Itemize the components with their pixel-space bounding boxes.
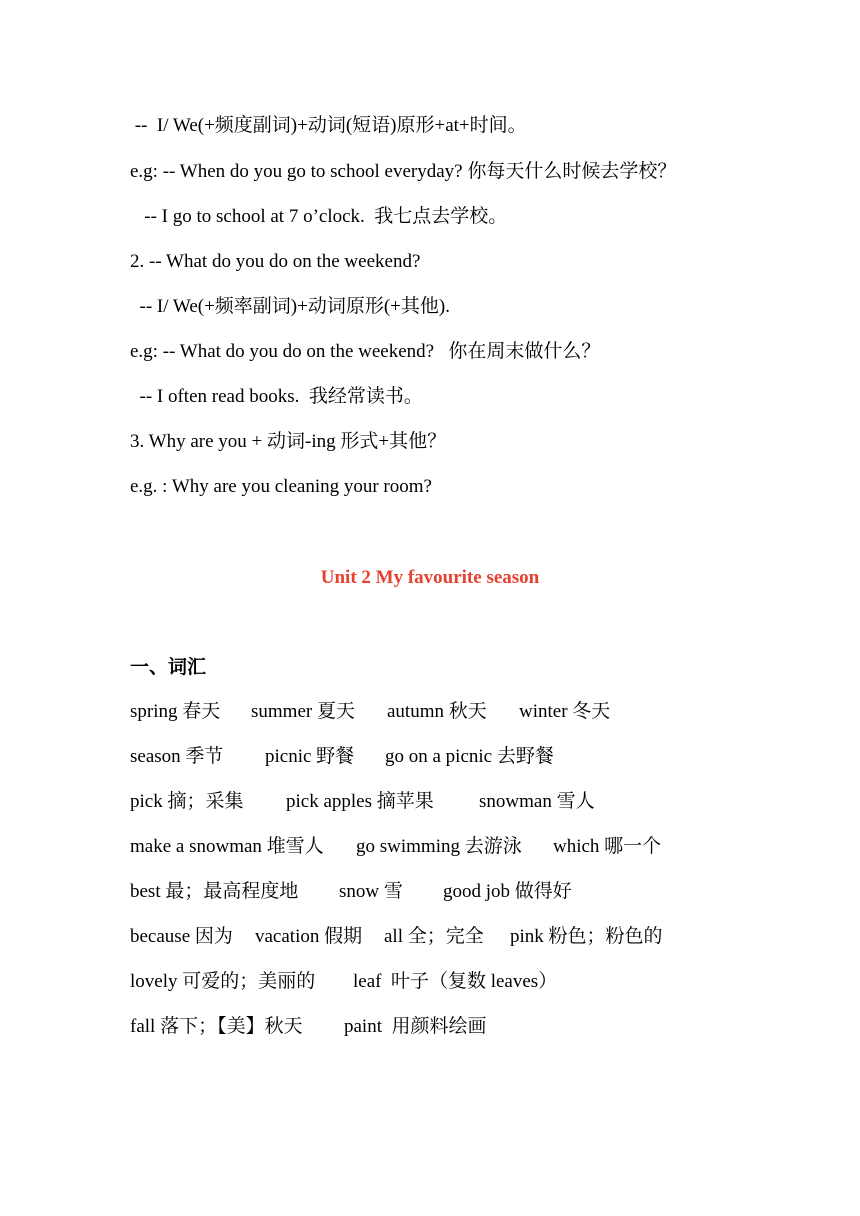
vocab-item: fall 落下；【美】秋天 xyxy=(130,1016,303,1037)
vocab-item: season 季节 xyxy=(130,746,224,767)
sentence-pattern-2-question: 2. -- What do you do on the weekend? xyxy=(130,251,421,272)
example-answer-line-2: -- I often read books. 我经常读书。 xyxy=(130,386,423,407)
vocab-item: vacation 假期 xyxy=(255,926,363,947)
sentence-pattern-3: 3. Why are you + 动词-ing 形式+其他？ xyxy=(130,431,447,452)
vocab-item: lovely 可爱的；美丽的 xyxy=(130,971,316,992)
vocab-item: summer 夏天 xyxy=(251,701,355,722)
vocab-item: pick 摘；采集 xyxy=(130,791,244,812)
vocab-item: go on a picnic 去野餐 xyxy=(385,746,554,767)
vocab-item: spring 春天 xyxy=(130,701,221,722)
vocab-item: go swimming 去游泳 xyxy=(356,836,522,857)
example-answer-line: -- I go to school at 7 o’clock. 我七点去学校。 xyxy=(130,206,508,227)
example-question-line-2: e.g: -- What do you do on the weekend? 你在周末做什么？ xyxy=(130,341,601,362)
vocab-item: which 哪一个 xyxy=(553,836,662,857)
vocab-item: snow 雪 xyxy=(339,881,403,902)
vocab-item: good job 做得好 xyxy=(443,881,572,902)
vocab-heading: 一、词汇 xyxy=(130,656,207,678)
vocab-item: all 全；完全 xyxy=(384,926,484,947)
vocab-item: pick apples 摘苹果 xyxy=(286,791,434,812)
sentence-pattern-line: -- I/ We(+频度副词)+动词(短语)原形+at+时间。 xyxy=(130,115,527,136)
unit-title: Unit 2 My favourite season xyxy=(320,567,540,588)
vocab-item: autumn 秋天 xyxy=(387,701,487,722)
example-line-3: e.g. : Why are you cleaning your room? xyxy=(130,476,432,497)
vocab-item: winter 冬天 xyxy=(519,701,611,722)
vocab-item: snowman 雪人 xyxy=(479,791,595,812)
vocab-item: pink 粉色；粉色的 xyxy=(510,926,663,947)
vocab-item: leaf 叶子（复数 leaves） xyxy=(353,971,558,992)
vocab-item: because 因为 xyxy=(130,926,233,947)
vocab-item: make a snowman 堆雪人 xyxy=(130,836,324,857)
vocab-item: best 最；最高程度地 xyxy=(130,881,299,902)
sentence-pattern-2-answer: -- I/ We(+频率副词)+动词原形(+其他). xyxy=(130,296,450,317)
vocab-item: picnic 野餐 xyxy=(265,746,355,767)
example-question-line: e.g: -- When do you go to school everyday? 你每天什么时候去学校？ xyxy=(130,161,677,182)
vocab-item: paint 用颜料绘画 xyxy=(344,1016,487,1037)
